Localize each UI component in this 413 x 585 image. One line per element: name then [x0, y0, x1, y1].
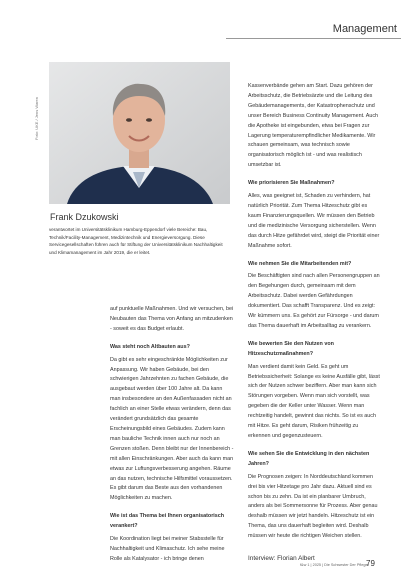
paragraph: auf punktuelle Maßnahmen. Und wir versuchen, bei Neubauten das Thema von Anfang an mitzudenken - soweit es das Budget erlaubt. [110, 306, 234, 332]
section-label: Management [332, 23, 397, 35]
person-name: Frank Dzukowski [50, 212, 119, 222]
question: Wie sehen Sie die Entwicklung in den nächsten Jahren? [248, 450, 370, 467]
answer: Die Prognosen zeigen: In Norddeutschland kommen drei bis vier Hitzetage pro Jahr dazu. Aktuell sind es schon bis zu zehn. Da ist ein planbarer Umbruch, anders als bei Sommersonne für Prozess. Aber genau deshalb müssen wir jetzt handeln. Hitzeschutz ist ein Thema, das uns dauerhaft begleiten wird. Deshalb müssen wir heute die richtigen Weichen stellen. [248, 473, 378, 540]
header-rule [226, 38, 401, 39]
question: Wie priorisieren Sie Maßnahmen? [248, 180, 335, 187]
question: Was steht noch Altbauten aus? [110, 343, 190, 350]
answer: Da gibt es sehr eingeschränkte Möglichkeiten zur Anpassung. Wir haben Gebäude, bei den schwierigen Jahrzehnten zu fachen Gebäude, die ausgebaut werden über 100 Jahre alt. Da kann man insbesondere an den Außenfassaden nicht an fachlich an einer Stelle etwas verändern, denn das verändert grundsätzlich das gesamte Erscheinungsbild eines Gebäudes. Zudem kann man bauliche Technik innen auch nur noch an Grenzen stoßen. Denn bleibt nur der Innenbereich - mit allen Einschränkungen. Aber auch da kann man etwas zur Luftungsverbesserung angehen. Räume an das nutzen, technische Hilfsmittel voraussetzen. Es gibt darum das Beste aus den vorhandenen Möglichkeiten zu machen. [110, 356, 234, 502]
paragraph: Kassenverbände gehen am Start. Dazu gehören der Arbeitsschutz, die Betriebsärzte und die Leitung des Gebäudemanagements, der Katastrophenschutz und unser Bereich Business Continuity Management. Auch die Apotheke ist eingebunden, etwa bei Fragen zur Lagerung temperaturempfindlicher Medikamente. Wir schauen gemeinsam, was technisch sowie organisatorisch möglich ist - und was realistisch umsetzbar ist. [248, 83, 379, 169]
question: Wie nehmen Sie die Mitarbeitenden mit? [248, 260, 352, 267]
journal-footer: f&w 1 | 2025 | Die Schwester Der Pfleger [300, 563, 369, 567]
question: Wie ist das Thema bei Ihnen organisatorisch verankert? [110, 513, 225, 530]
interviewer-credit: Interview: Florian Albert [248, 555, 315, 563]
photo-caption: Foto: UKE / Jens Waren [34, 97, 39, 140]
answer: Alles, was geeignet ist, Schaden zu verhindern, hat natürlich Priorität. Zum Thema Hitzeschutz gibt es kaum Finanzierungsquellen. Wir müssen den Betrieb und die medizinische Versorgung sicherstellen. Wenn das durch Hitze gefährdet wird, steigt die Priorität einer Maßnahme sofort. [248, 193, 380, 249]
article-column-right [248, 82, 380, 567]
question: Wie bewerten Sie den Nutzen von Hitzeschutzmaßnahmen? [248, 340, 334, 357]
answer: Die Beschäftigten sind nach allen Personengruppen an den Begehungen durch, gemeinsam mit dem Arbeitsschutz. Dabei werden Gefährdungen dokumentiert. Das schafft Transparenz. Und es zeigt: Wir kümmern uns. Es gehört zur Fürsorge - und darum das Thema dauerhaft im Arbeitsalltag zu verankern. [248, 273, 380, 329]
person-bio: verantwortet im Universitätsklinikum Hamburg-Eppendorf viele Bereiche: Bau, Technik/Facility-Management, Medizintechnik und Energieversorgung. Diese Servicegesellschaften führen auch für Stiftung der Universitätsklinikum Nachhaltigkeit und Klimamanagement im Jahr 2019, die er leitet. [49, 227, 223, 256]
article-column-left [110, 305, 234, 568]
answer: Man verdient damit kein Geld. Es geht um Betriebssicherheit: Solange es keine Ausfälle gibt, lässt sich der Nutzen schwer beziffern. Aber man kann sich Störungen vorgeben. Wenn man sich vorstellt, was gegeben die der Keller unter Wasser. Wenn man rechtzeitig handelt, gewinnt das nichts. So ist es auch mit Hitze. Es geht darum, Risiken frühzeitig zu erkennen und gegenzusteuern. [248, 363, 380, 439]
page-number: 79 [366, 559, 375, 568]
answer: Die Koordination liegt bei meiner Stabsstelle für Nachhaltigkeit und Klimaschutz. Ich sehe meine Rolle als Katalysator - ich bringe denen [110, 536, 225, 562]
portrait-photo [49, 62, 230, 204]
portrait-illustration [49, 62, 230, 204]
